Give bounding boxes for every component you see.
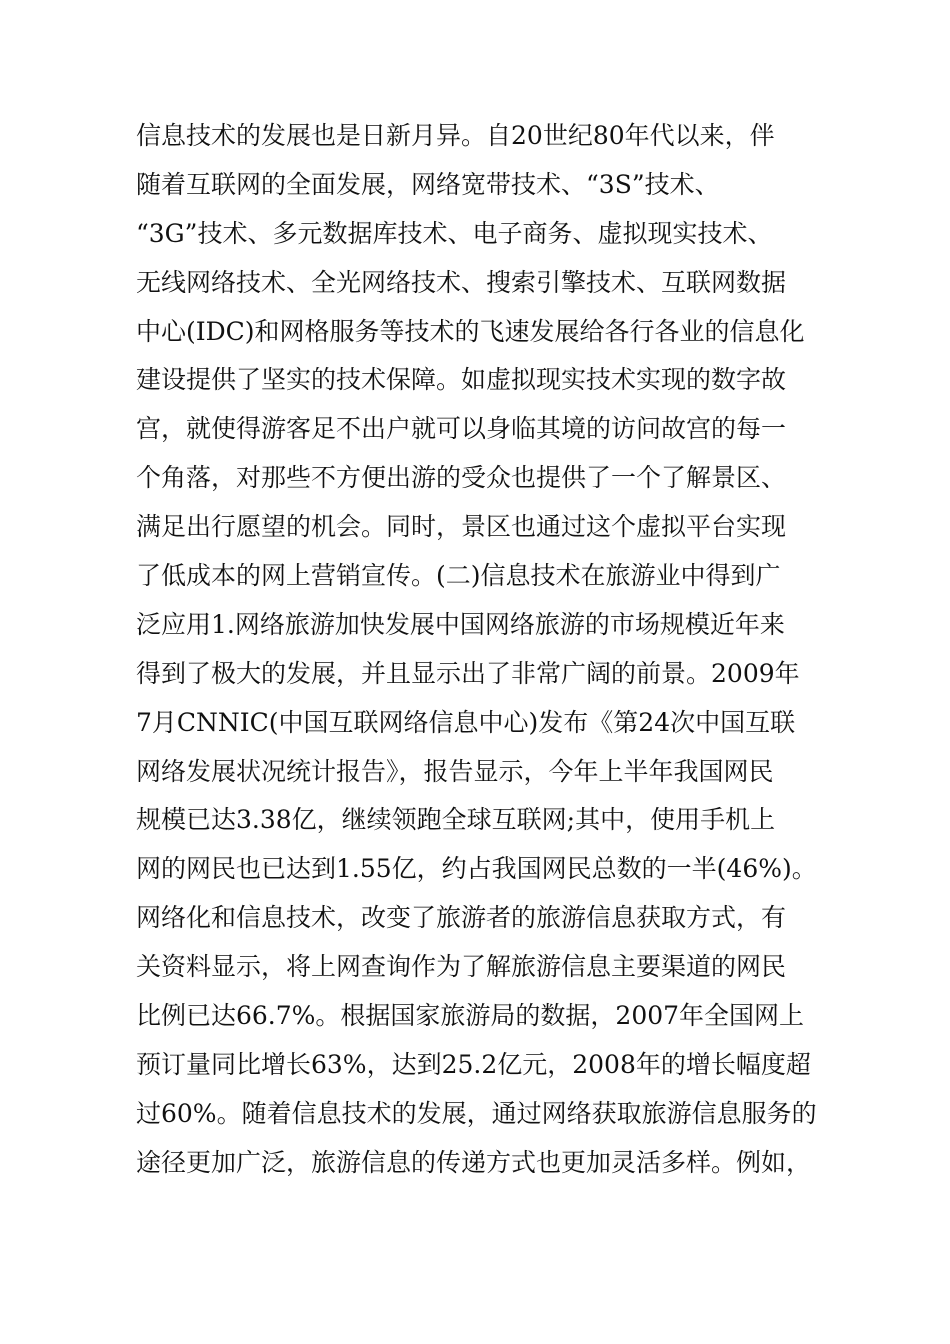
text-line: 网的网民也已达到1.55亿，约占我国网民总数的一半(46%)。 (136, 854, 817, 884)
text-line: 网络化和信息技术，改变了旅游者的旅游信息获取方式，有 (136, 903, 787, 933)
text-line: 预订量同比增长63%，达到25.2亿元，2008年的增长幅度超 (136, 1049, 811, 1079)
text-line: 个角落，对那些不方便出游的受众也提供了一个了解景区、 (136, 463, 787, 493)
text-line: “3G”技术、多元数据库技术、电子商务、虚拟现实技术、 (136, 218, 773, 248)
body-text (136, 112, 826, 1188)
text-line: 规模已达3.38亿，继续领跑全球互联网;其中，使用手机上 (136, 805, 776, 835)
text-line: 满足出行愿望的机会。同时，景区也通过这个虚拟平台实现 (136, 512, 787, 542)
text-line: 信息技术的发展也是日新月异。自20世纪80年代以来，伴 (136, 121, 775, 150)
text-line: 途径更加广泛，旅游信息的传递方式也更加灵活多样。例如， (136, 1147, 812, 1177)
text-line: 过60%。随着信息技术的发展，通过网络获取旅游信息服务的 (136, 1098, 817, 1128)
text-line: 7月CNNIC(中国互联网络信息中心)发布《第24次中国互联 (136, 707, 796, 737)
text-line: 网络发展状况统计报告》，报告显示，今年上半年我国网民 (136, 756, 774, 786)
text-line: 得到了极大的发展，并且显示出了非常广阔的前景。2009年 (136, 658, 800, 688)
text-line: 无线网络技术、全光网络技术、搜索引擎技术、互联网数据 (136, 267, 787, 297)
text-line: 泛应用1.网络旅游加快发展中国网络旅游的市场规模近年来 (136, 609, 785, 639)
text-line: 随着互联网的全面发展，网络宽带技术、“3S”技术、 (136, 169, 720, 199)
text-line: 关资料显示，将上网查询作为了解旅游信息主要渠道的网民 (136, 952, 787, 982)
text-line: 建设提供了坚实的技术保障。如虚拟现实技术实现的数字故 (136, 365, 787, 395)
text-line: 中心(IDC)和网格服务等技术的飞速发展给各行各业的信息化 (136, 316, 805, 346)
text-line: 宫，就使得游客足不出户就可以身临其境的访问故宫的每一 (136, 414, 787, 444)
text-line: 了低成本的网上营销宣传。(二)信息技术在旅游业中得到广 (136, 561, 781, 591)
text-line: 比例已达66.7%。根据国家旅游局的数据，2007年全国网上 (136, 1001, 805, 1031)
